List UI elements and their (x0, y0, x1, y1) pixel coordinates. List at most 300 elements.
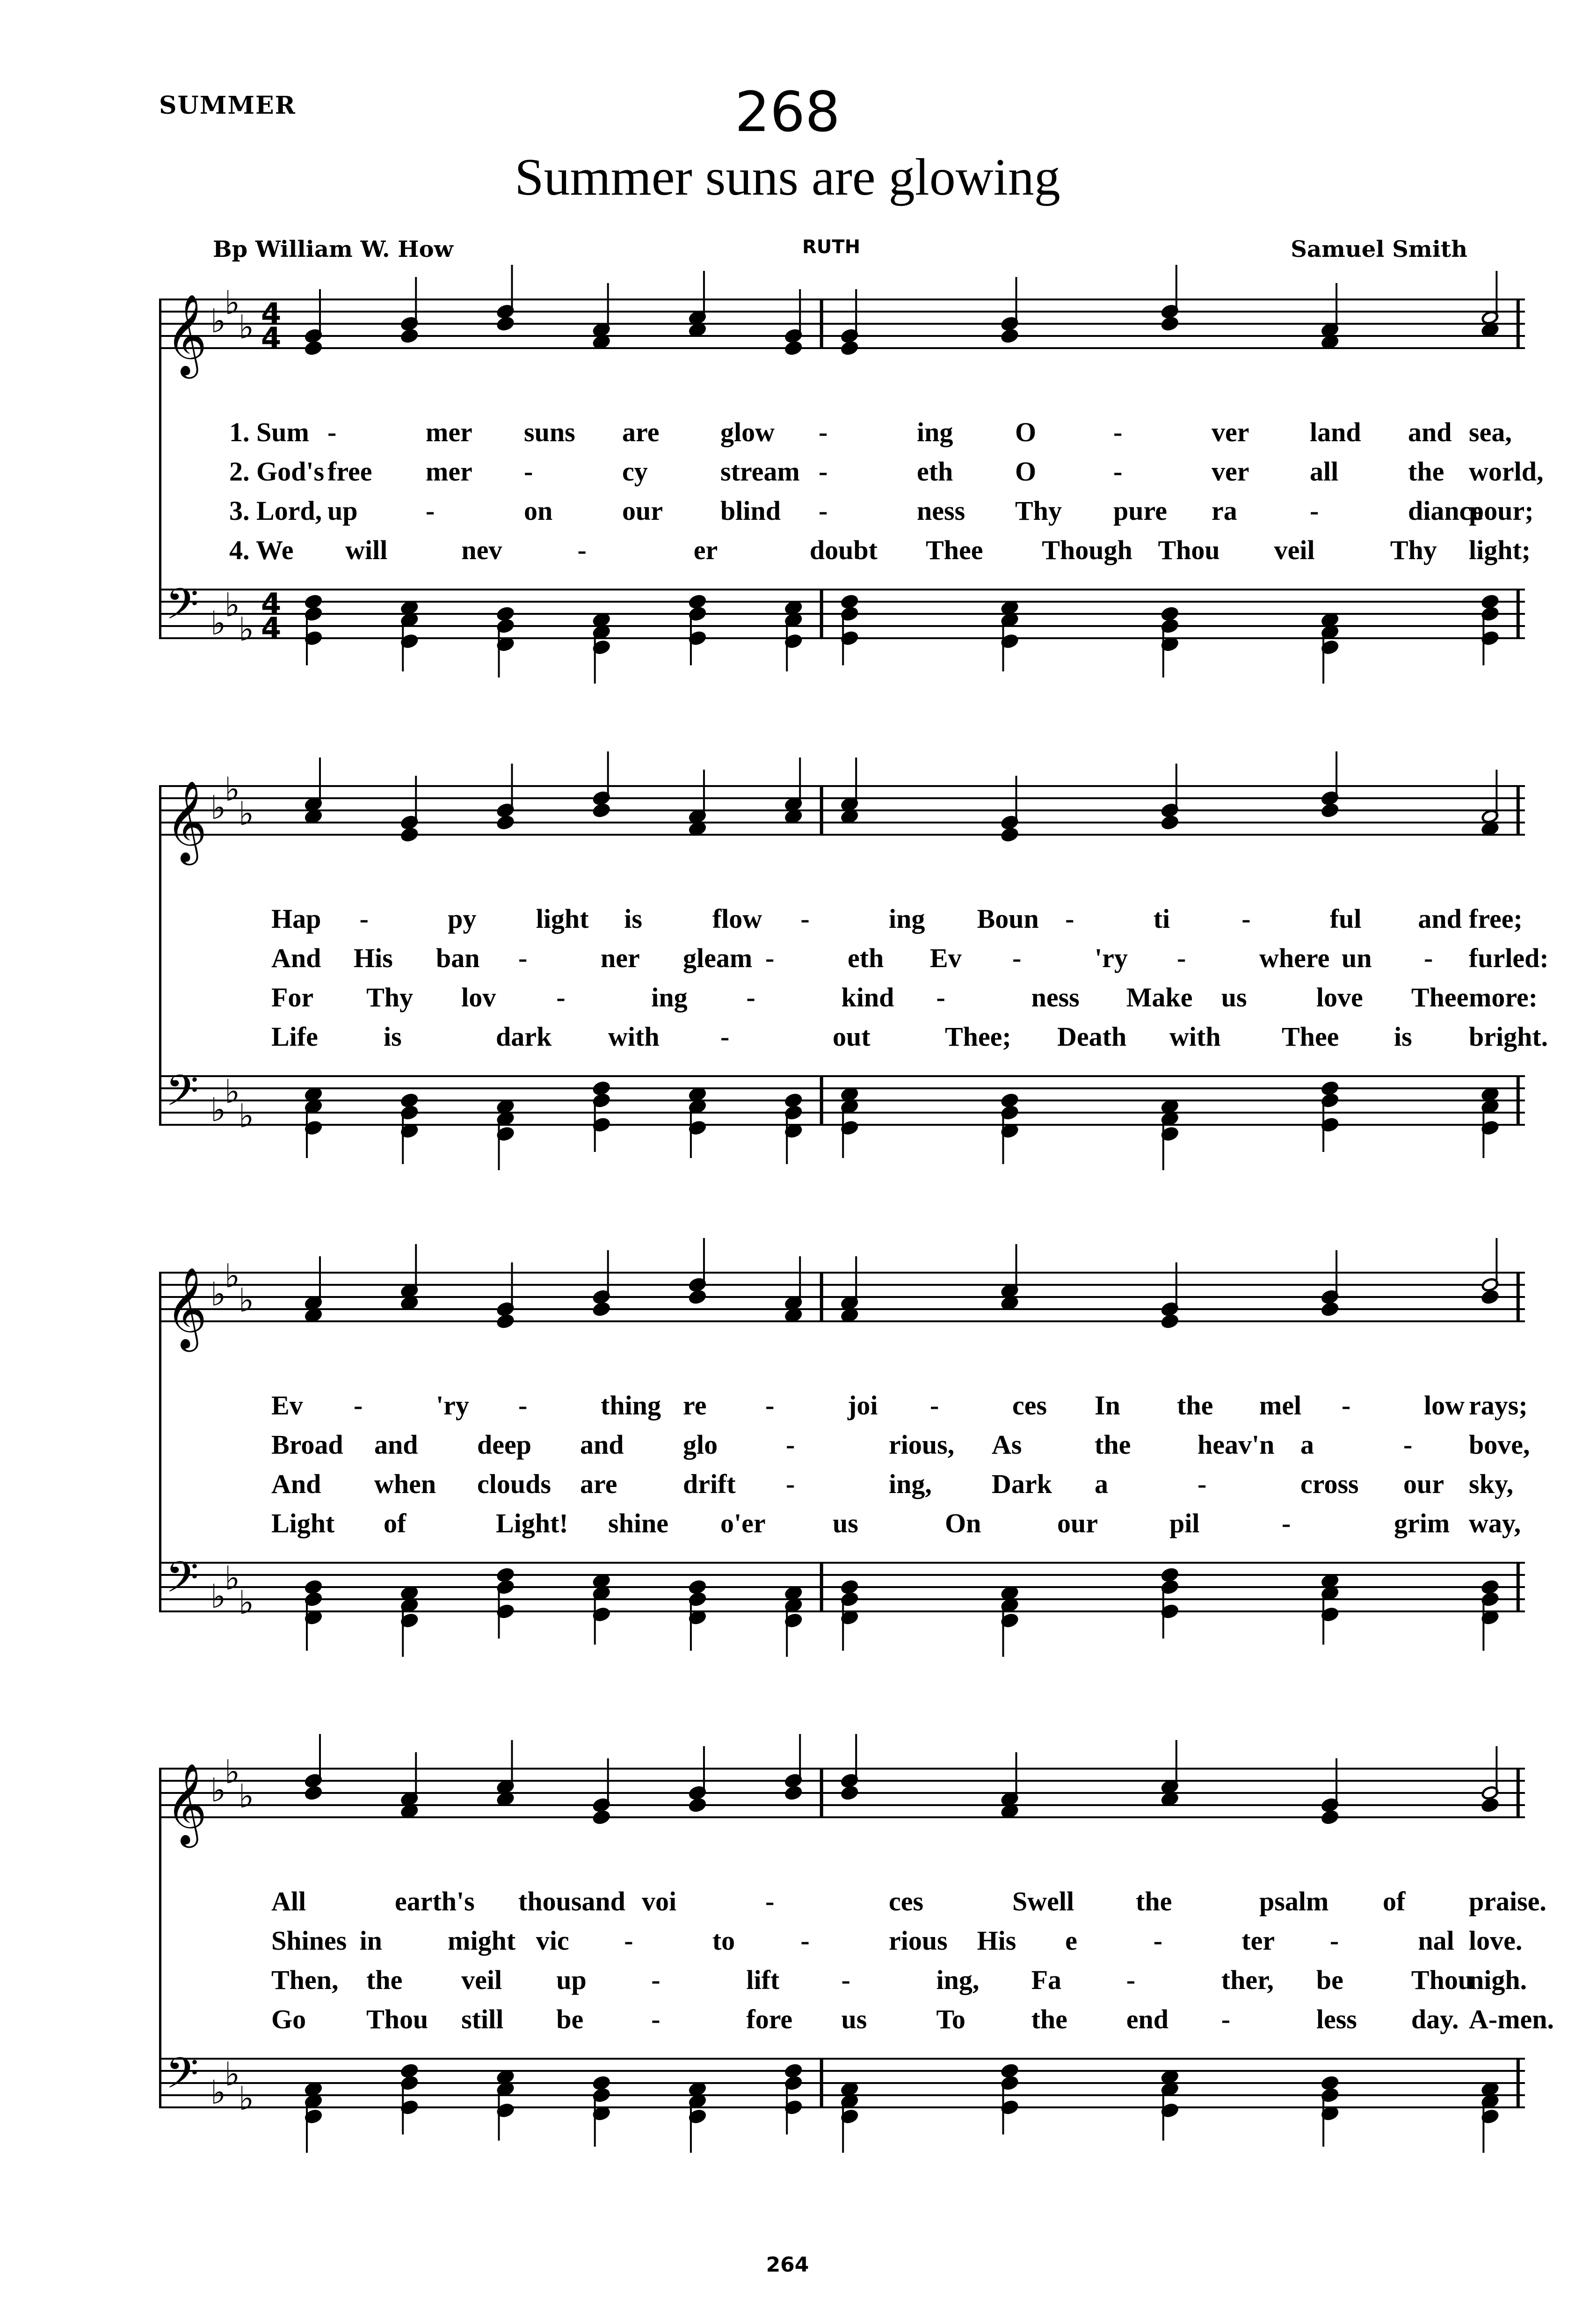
music-system (159, 749, 1549, 1188)
lyric-syllable: grim (1394, 1508, 1450, 1538)
note-head (841, 341, 858, 356)
note-head (689, 1580, 706, 1595)
lyric-syllable: light; (1469, 535, 1531, 565)
lyric-syllable: sky, (1469, 1469, 1514, 1499)
lyric-line-verse-3 (159, 1964, 1525, 1997)
lyric-syllable: and (1418, 903, 1462, 934)
lyric-syllable: Dark (992, 1469, 1052, 1499)
lyric-syllable: eth (848, 943, 884, 973)
hyphen: - (1012, 943, 1022, 973)
lyric-syllable: with (608, 1021, 660, 1052)
lyric-syllable: still (461, 2004, 504, 2034)
note-head (841, 1580, 858, 1595)
lyric-syllable: 4. We (229, 535, 294, 565)
lyric-syllable: be (1316, 1965, 1343, 1995)
hyphen: - (746, 982, 755, 1013)
note-head (1481, 1289, 1499, 1304)
treble-clef-icon: 𝄞 (166, 780, 207, 862)
lyric-syllable: Go (271, 2004, 306, 2034)
note-head (784, 1785, 802, 1800)
lyric-syllable: His (354, 943, 393, 973)
author-credit: Bp William W. How (213, 236, 453, 262)
lyric-line-verse-1 (159, 1886, 1546, 1918)
hyphen: - (518, 1390, 528, 1421)
lyric-syllable: Swell (1012, 1886, 1074, 1916)
lyric-syllable: up (556, 1965, 587, 1995)
lyric-syllable: are (622, 417, 660, 447)
flat-icon: ♭ (239, 610, 254, 648)
lyric-syllable: land (1310, 417, 1361, 447)
flat-icon: ♭ (225, 586, 240, 624)
flat-icon: ♭ (210, 788, 226, 827)
lyric-syllable: is (384, 1021, 402, 1052)
note-head (400, 2063, 418, 2078)
lyric-line-verse-4 (159, 1508, 1525, 1540)
hyphen: - (841, 1965, 850, 1995)
note-head (593, 2076, 610, 2091)
lyric-syllable: pure (1113, 495, 1167, 526)
music-system (159, 1235, 1530, 1675)
lyric-syllable: ing, (889, 1469, 932, 1499)
note-head (689, 594, 706, 609)
lyric-syllable: thousand (518, 1886, 625, 1916)
lyric-syllable: ing, (936, 1965, 980, 1995)
note-head (497, 815, 515, 830)
lyric-line-verse-4 (159, 534, 1531, 567)
lyric-syllable: re (683, 1390, 707, 1421)
lyric-line-verse-2 (159, 1429, 1530, 1462)
lyric-syllable: e (1065, 1925, 1077, 1956)
lyric-line-verse-4 (159, 2003, 1554, 2036)
time-signature: 4 (261, 587, 282, 621)
lyric-syllable: Thee (926, 535, 983, 565)
flat-icon: ♭ (239, 1777, 254, 1815)
lyric-syllable: Thee (1411, 982, 1469, 1013)
lyric-syllable: lov (461, 982, 496, 1013)
hyphen: - (1329, 1925, 1339, 1956)
lyric-syllable: are (580, 1469, 617, 1499)
lyric-line-verse-3 (159, 495, 1534, 528)
note-head (305, 341, 322, 356)
lyric-syllable: low (1424, 1390, 1465, 1421)
note-head (784, 1093, 802, 1108)
lyric-syllable: lift (746, 1965, 780, 1995)
flat-icon: ♭ (225, 1257, 240, 1295)
note-head (400, 328, 418, 343)
time-signature: 4 (261, 321, 282, 355)
lyric-syllable: Thy (1015, 495, 1062, 526)
note-head (593, 803, 610, 818)
lyric-syllable: ver (1212, 417, 1249, 447)
lyric-syllable: For (271, 982, 314, 1013)
lyric-syllable: end (1126, 2004, 1169, 2034)
lyric-syllable: the (1095, 1429, 1131, 1460)
note-head (497, 606, 515, 621)
note-head (1161, 606, 1179, 621)
note-head (593, 1302, 610, 1317)
note-head (1481, 1798, 1499, 1813)
note-head (841, 594, 858, 609)
lyric-syllable: sea, (1469, 417, 1512, 447)
lyric-syllable: Hap (271, 903, 321, 934)
flat-icon: ♭ (210, 1577, 226, 1616)
treble-clef-icon: 𝄞 (166, 1763, 207, 1844)
note-head (1321, 1302, 1339, 1317)
note-head (1481, 594, 1499, 609)
lyric-syllable: bright. (1469, 1021, 1548, 1052)
lyric-line-verse-1 (159, 903, 1525, 936)
lyric-syllable: where (1259, 943, 1330, 973)
lyric-syllable: Light! (496, 1508, 568, 1538)
note-head (784, 2063, 802, 2078)
lyric-syllable: Shines (271, 1925, 347, 1956)
section-label: SUMMER (159, 91, 296, 120)
hyphen: - (800, 903, 810, 934)
note-head (400, 827, 418, 842)
note-head (497, 316, 515, 331)
lyric-syllable: when (374, 1469, 436, 1499)
lyric-syllable: might (448, 1925, 516, 1956)
hyphen: - (765, 1886, 775, 1916)
note-head (1001, 328, 1019, 343)
note-head (305, 1785, 322, 1800)
lyric-syllable: Broad (271, 1429, 343, 1460)
note-head (1161, 1314, 1179, 1329)
note-head (400, 1093, 418, 1108)
lyric-syllable: the (1177, 1390, 1213, 1421)
lyric-syllable: mer (426, 417, 472, 447)
lyric-syllable: us (833, 1508, 858, 1538)
hyphen: - (327, 417, 337, 447)
flat-icon: ♭ (239, 308, 254, 346)
page-number: 264 (766, 2253, 809, 2277)
flat-icon: ♭ (239, 1583, 254, 1622)
hyphen: - (1221, 2004, 1231, 2034)
lyric-line-verse-3 (159, 982, 1538, 1014)
note-head (1001, 1093, 1019, 1108)
lyric-syllable: ing (889, 903, 925, 934)
lyric-syllable: the (1031, 2004, 1067, 2034)
lyric-syllable: psalm (1259, 1886, 1329, 1916)
lyric-syllable: suns (524, 417, 575, 447)
lyric-syllable: the (366, 1965, 403, 1995)
lyric-syllable: Thee (1282, 1021, 1339, 1052)
lyric-syllable: rious (889, 1925, 948, 1956)
lyric-syllable: fore (746, 2004, 793, 2034)
lyric-syllable: less (1316, 2004, 1357, 2034)
flat-icon: ♭ (210, 1771, 226, 1809)
lyric-syllable: heav'n (1198, 1429, 1275, 1460)
hyphen: - (1126, 1965, 1136, 1995)
lyric-syllable: All (271, 1886, 306, 1916)
lyric-syllable: ing (651, 982, 688, 1013)
lyric-syllable: And (271, 1469, 321, 1499)
lyric-syllable: be (556, 2004, 584, 2034)
hyphen: - (651, 1965, 660, 1995)
lyric-line-verse-2 (159, 942, 1549, 975)
note-head (593, 1081, 610, 1096)
lyric-syllable: our (1403, 1469, 1444, 1499)
lyric-syllable: ban (436, 943, 480, 973)
lyric-syllable: love (1316, 982, 1363, 1013)
lyric-syllable: drift (683, 1469, 736, 1499)
hyphen: - (786, 1429, 795, 1460)
lyric-syllable: veil (1274, 535, 1315, 565)
lyric-syllable: bove, (1469, 1429, 1530, 1460)
lyric-syllable: pil (1169, 1508, 1200, 1538)
lyric-syllable: us (841, 2004, 867, 2034)
lyric-line-verse-4 (159, 1021, 1548, 1054)
lyric-syllable: ness (1031, 982, 1080, 1013)
bass-clef-icon: 𝄢 (166, 1552, 199, 1612)
composer-credit: Samuel Smith (1291, 236, 1467, 262)
note-head (784, 341, 802, 356)
hyphen: - (1342, 1390, 1351, 1421)
lyric-syllable: 'ry (436, 1390, 469, 1421)
note-head (1001, 2063, 1019, 2078)
lyric-syllable: kind (841, 982, 894, 1013)
lyric-line-verse-3 (159, 1468, 1525, 1501)
flat-icon: ♭ (239, 2079, 254, 2118)
lyric-syllable: us (1221, 982, 1247, 1013)
lyric-syllable: cy (622, 456, 648, 487)
flat-icon: ♭ (239, 794, 254, 833)
lyric-syllable: glo (683, 1429, 718, 1460)
tune-name: RUTH (802, 236, 861, 258)
lyric-syllable: earth's (395, 1886, 475, 1916)
lyric-syllable: way, (1469, 1508, 1521, 1538)
lyric-syllable: Thou (366, 2004, 428, 2034)
flat-icon: ♭ (225, 1072, 240, 1111)
lyric-syllable: Ev (271, 1390, 303, 1421)
lyric-syllable: His (977, 1925, 1016, 1956)
lyric-syllable: ces (1012, 1390, 1047, 1421)
note-head (689, 1289, 706, 1304)
lyric-syllable: ra (1212, 495, 1237, 526)
hyphen: - (556, 982, 566, 1013)
lyric-syllable: Boun (977, 903, 1039, 934)
lyric-syllable: Life (271, 1021, 318, 1052)
lyric-syllable: In (1095, 1390, 1120, 1421)
note-head (1161, 1567, 1179, 1582)
flat-icon: ♭ (210, 1091, 226, 1129)
lyric-syllable: and (374, 1429, 418, 1460)
lyric-syllable: Fa (1031, 1965, 1062, 1995)
lyric-syllable: the (1408, 456, 1444, 487)
lyric-syllable: er (693, 535, 718, 565)
hyphen: - (1424, 943, 1433, 973)
lyric-syllable: blind (720, 495, 781, 526)
hyphen: - (354, 1390, 363, 1421)
hyphen: - (1065, 903, 1074, 934)
flat-icon: ♭ (225, 2055, 240, 2093)
lyric-syllable: nigh. (1469, 1965, 1527, 1995)
lyric-syllable: 1. Sum (229, 417, 309, 447)
lyric-line-verse-1 (159, 416, 1525, 449)
lyric-syllable: un (1342, 943, 1372, 973)
hyphen: - (577, 535, 587, 565)
hyphen: - (765, 943, 775, 973)
lyric-syllable: On (945, 1508, 981, 1538)
flat-icon: ♭ (210, 1275, 226, 1313)
lyric-syllable: ti (1153, 903, 1170, 934)
lyric-syllable: ter (1241, 1925, 1275, 1956)
hyphen: - (1177, 943, 1186, 973)
lyric-syllable: Though (1042, 535, 1132, 565)
note-head (1161, 316, 1179, 331)
hyphen: - (1403, 1429, 1413, 1460)
lyric-syllable: up (327, 495, 358, 526)
treble-clef-icon: 𝄞 (166, 1267, 207, 1348)
lyric-syllable: rays; (1469, 1390, 1528, 1421)
lyric-syllable: is (624, 903, 642, 934)
lyric-syllable: flow (712, 903, 762, 934)
hyphen: - (930, 1390, 939, 1421)
note-head (305, 594, 322, 609)
lyric-syllable: and (580, 1429, 624, 1460)
lyric-syllable: o'er (720, 1508, 766, 1538)
note-head (1321, 2076, 1339, 2091)
lyric-syllable: shine (608, 1508, 668, 1538)
flat-icon: ♭ (210, 2073, 226, 2112)
hyphen: - (518, 943, 528, 973)
note-head (497, 1314, 515, 1329)
lyric-syllable: voi (642, 1886, 677, 1916)
lyric-syllable: O (1015, 417, 1037, 447)
lyric-syllable: glow (720, 417, 775, 447)
hymn-number: 268 (734, 80, 841, 144)
hyphen: - (426, 495, 435, 526)
lyric-syllable: will (345, 535, 388, 565)
hymn-title: Summer suns are glowing (515, 148, 1060, 206)
lyric-syllable: To (936, 2004, 965, 2034)
note-head (1161, 815, 1179, 830)
lyric-syllable: diance (1408, 495, 1484, 526)
lyric-syllable: praise. (1469, 1886, 1546, 1916)
lyric-syllable: nal (1418, 1925, 1454, 1956)
hyphen: - (1310, 495, 1319, 526)
hyphen: - (624, 1925, 633, 1956)
lyric-syllable: rious, (889, 1429, 955, 1460)
lyric-syllable: of (384, 1508, 406, 1538)
lyric-syllable: light (536, 903, 589, 934)
lyric-syllable: more: (1469, 982, 1538, 1013)
lyric-syllable: As (992, 1429, 1022, 1460)
hyphen: - (1113, 456, 1123, 487)
hyphen: - (786, 1469, 795, 1499)
lyric-syllable: 2. God's (229, 456, 325, 487)
lyric-syllable: our (622, 495, 663, 526)
lyric-syllable: our (1057, 1508, 1098, 1538)
flat-icon: ♭ (239, 1097, 254, 1135)
lyric-syllable: gleam (683, 943, 753, 973)
lyric-syllable: ver (1212, 456, 1249, 487)
lyric-syllable: free; (1469, 903, 1523, 934)
lyric-syllable: Then, (271, 1965, 339, 1995)
hyphen: - (524, 456, 533, 487)
treble-staff (159, 299, 1525, 348)
lyric-syllable: furled: (1469, 943, 1549, 973)
lyric-syllable: ful (1329, 903, 1362, 934)
lyric-syllable: world, (1469, 456, 1544, 487)
lyric-syllable: out (833, 1021, 871, 1052)
note-head (593, 1810, 610, 1825)
lyric-syllable: deep (477, 1429, 531, 1460)
note-head (1001, 827, 1019, 842)
lyric-syllable: all (1310, 456, 1339, 487)
note-head (1321, 1810, 1339, 1825)
lyric-syllable: A-men. (1469, 2004, 1554, 2034)
lyric-syllable: the (1136, 1886, 1172, 1916)
lyric-syllable: Ev (930, 943, 962, 973)
lyric-syllable: clouds (477, 1469, 551, 1499)
flat-icon: ♭ (239, 1281, 254, 1319)
note-head (1321, 1081, 1339, 1096)
lyric-syllable: vic (536, 1925, 569, 1956)
lyric-syllable: Thou (1411, 1965, 1473, 1995)
hyphen: - (1198, 1469, 1207, 1499)
note-head (1481, 1580, 1499, 1595)
hyphen: - (1153, 1925, 1163, 1956)
bass-clef-icon: 𝄢 (166, 1066, 199, 1126)
flat-icon: ♭ (225, 284, 240, 322)
lyric-syllable: a (1095, 1469, 1108, 1499)
note-head (497, 1567, 515, 1582)
lyric-syllable: to (712, 1925, 735, 1956)
lyric-syllable: on (524, 495, 553, 526)
lyric-syllable: free (327, 456, 372, 487)
lyric-syllable: Light (271, 1508, 335, 1538)
note-head (689, 1798, 706, 1813)
hyphen: - (819, 417, 828, 447)
lyric-syllable: 'ry (1095, 943, 1128, 973)
lyric-syllable: is (1394, 1021, 1412, 1052)
lyric-syllable: of (1383, 1886, 1406, 1916)
hyphen: - (651, 2004, 660, 2034)
music-system (159, 1731, 1554, 2171)
lyric-syllable: stream (720, 456, 800, 487)
lyric-syllable: ner (601, 943, 640, 973)
flat-icon: ♭ (210, 604, 226, 642)
time-signature: 4 (261, 297, 282, 331)
hyphen: - (1113, 417, 1123, 447)
lyric-syllable: eth (917, 456, 953, 487)
lyric-syllable: dark (496, 1021, 552, 1052)
lyric-syllable: veil (461, 1965, 502, 1995)
lyric-syllable: 3. Lord, (229, 495, 322, 526)
hyphen: - (800, 1925, 810, 1956)
hyphen: - (819, 495, 828, 526)
lyric-syllable: ther, (1221, 1965, 1274, 1995)
flat-icon: ♭ (225, 1753, 240, 1791)
lyric-syllable: doubt (809, 535, 878, 565)
hyphen: - (819, 456, 828, 487)
lyric-syllable: ing (917, 417, 953, 447)
lyric-syllable: Thy (366, 982, 414, 1013)
flat-icon: ♭ (210, 302, 226, 340)
hyphen: - (1282, 1508, 1291, 1538)
lyric-syllable: nev (461, 535, 502, 565)
lyric-syllable: day. (1411, 2004, 1459, 2034)
lyric-syllable: Thee; (945, 1021, 1011, 1052)
hyphen: - (936, 982, 945, 1013)
lyric-line-verse-1 (159, 1390, 1528, 1422)
lyric-syllable: joi (848, 1390, 878, 1421)
lyric-syllable: Make (1126, 982, 1193, 1013)
note-head (841, 1785, 858, 1800)
time-signature: 4 (261, 611, 282, 645)
lyric-syllable: pour; (1469, 495, 1534, 526)
